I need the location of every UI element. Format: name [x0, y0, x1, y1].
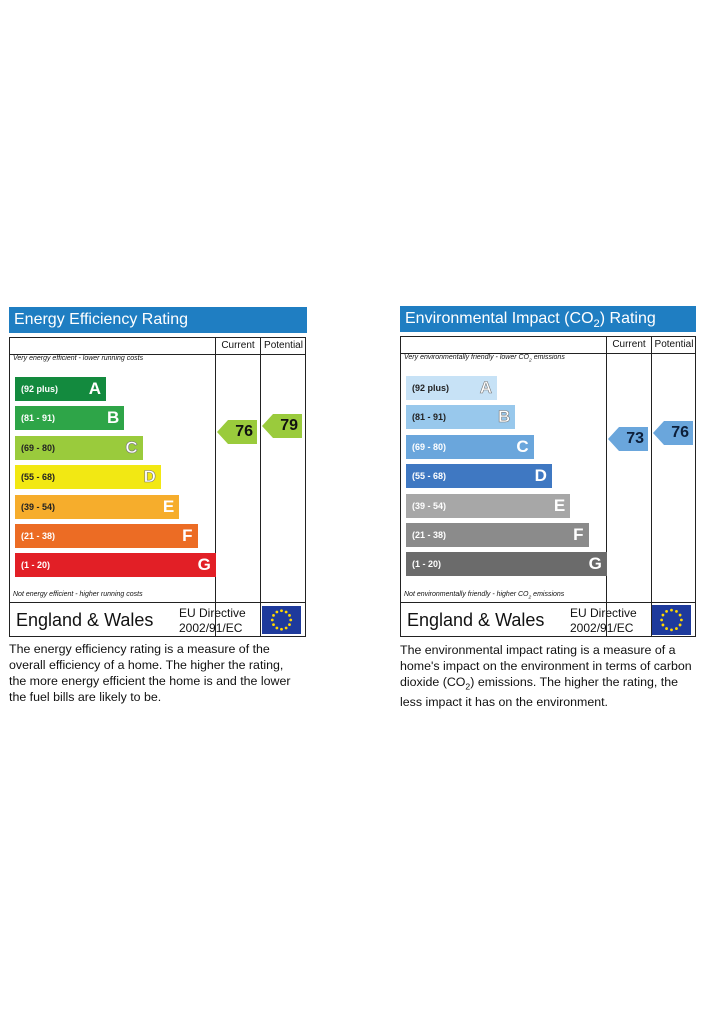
- potential-column-divider: [651, 337, 652, 636]
- current-column-divider: [215, 338, 216, 636]
- band-letter: G: [588, 554, 602, 574]
- eu-flag-icon: [652, 605, 691, 635]
- potential-column-header: Potential: [264, 340, 303, 351]
- band-e: [15, 495, 179, 519]
- energy-chart-box: [9, 337, 306, 637]
- environmental-impact-panel: [400, 306, 700, 710]
- band-range-label: (81 - 91): [412, 412, 447, 423]
- flag-star: [662, 614, 665, 617]
- band-range-label: (55 - 68): [412, 471, 447, 482]
- band-a: [406, 376, 497, 400]
- flag-star: [275, 627, 278, 630]
- potential-rating-arrow: [262, 414, 302, 438]
- eu-flag-icon: [262, 606, 301, 634]
- band-letter: E: [162, 496, 175, 516]
- band-e: [406, 494, 570, 518]
- band-range-label: (55 - 68): [21, 472, 56, 483]
- description-line: home's impact on the environment in terms of carbon: [400, 659, 692, 673]
- band-letter: C: [516, 436, 529, 456]
- impact-panel-title: Environmental Impact $(CO_2)$ Rating: [400, 306, 696, 332]
- current-column-header: Current: [612, 339, 646, 350]
- flag-star: [665, 610, 668, 613]
- current-column-divider: [606, 337, 607, 636]
- band-b: [15, 406, 124, 430]
- flag-star: [285, 627, 288, 630]
- band-letter: F: [182, 526, 193, 545]
- band-letter: D: [143, 467, 156, 487]
- top-note: Very energy efficient - lower running costs: [13, 355, 144, 362]
- band-letter: F: [573, 525, 584, 544]
- energy-panel-title: Energy Efficiency Rating: [9, 307, 307, 333]
- region-label: England & Wales: [407, 610, 545, 630]
- potential-column-divider: [260, 338, 261, 636]
- region-label: England & Wales: [16, 610, 154, 630]
- directive-line-2: 2002/91/EC: [179, 621, 243, 635]
- directive-line-2: 2002/91/EC: [570, 621, 634, 635]
- flag-star: [288, 614, 291, 617]
- band-a: [15, 377, 106, 401]
- band-f: [15, 524, 198, 548]
- band-range-label: (39 - 54): [21, 501, 56, 512]
- description-line: less impact it has on the environment.: [400, 695, 608, 710]
- current-rating-arrow: [217, 420, 257, 444]
- impact-description: [400, 642, 710, 710]
- band-f: [406, 523, 589, 547]
- footer-rule: [401, 602, 695, 603]
- band-range-label: (92 plus): [412, 383, 450, 393]
- band-range-label: (1 - 20): [412, 559, 442, 570]
- band-range-label: (39 - 54): [412, 500, 447, 511]
- flag-star: [675, 627, 678, 630]
- band-range-label: (81 - 91): [21, 413, 56, 424]
- band-range-label: (69 - 80): [412, 441, 447, 452]
- description-line: The energy efficiency rating is a measure of the: [9, 642, 270, 656]
- current-rating-value: 76: [235, 422, 253, 440]
- flag-star: [679, 624, 682, 627]
- band-letter: E: [553, 495, 566, 515]
- impact-chart-box: [400, 336, 696, 637]
- energy-efficiency-panel: [9, 307, 307, 707]
- description-line: The environmental impact rating is a measure of a: [400, 643, 676, 657]
- potential-rating-arrow: [653, 421, 693, 445]
- flag-star: [272, 614, 275, 617]
- flag-star: [665, 627, 668, 630]
- description-line: the more energy efficient the home is and the lower: [9, 674, 291, 688]
- flag-star: [272, 623, 275, 626]
- band-range-label: (92 plus): [21, 384, 59, 394]
- directive-line-1: EU Directive: [570, 606, 637, 620]
- potential-rating-value: 79: [280, 416, 298, 434]
- footer-rule: [10, 602, 305, 603]
- flag-star: [670, 609, 673, 612]
- band-range-label: (69 - 80): [21, 442, 56, 453]
- band-letter: A: [479, 378, 492, 397]
- band-range-label: (21 - 38): [21, 531, 56, 541]
- current-rating-value: 73: [626, 429, 644, 447]
- description-line: overall efficiency of a home. The higher the rating,: [9, 658, 284, 672]
- description-line: dioxide $(CO_2)$ emissions. The higher the rating, the: [400, 675, 679, 692]
- flag-star: [275, 611, 278, 614]
- top-note: Very environmentally friendly - lower $CO_2$ emissions: [404, 354, 565, 364]
- band-letter: B: [107, 408, 120, 428]
- description-line: the fuel bills are likely to be.: [9, 690, 162, 704]
- potential-column-header: Potential: [654, 339, 694, 350]
- flag-star: [675, 610, 678, 613]
- band-range-label: (21 - 38): [412, 530, 447, 540]
- band-b: [406, 405, 515, 429]
- band-g: [15, 553, 216, 577]
- flag-star: [288, 623, 291, 626]
- flag-star: [670, 629, 673, 632]
- flag-star: [285, 611, 288, 614]
- current-rating-arrow: [608, 427, 648, 451]
- band-c: [406, 435, 534, 459]
- band-letter: G: [197, 555, 211, 575]
- band-letter: D: [534, 466, 547, 486]
- flag-star: [289, 619, 292, 622]
- flag-star: [680, 619, 683, 622]
- potential-rating-value: 76: [671, 423, 689, 441]
- directive-line-1: EU Directive: [179, 606, 246, 620]
- flag-star: [271, 619, 274, 622]
- current-column-header: Current: [221, 340, 255, 351]
- band-letter: A: [88, 379, 101, 398]
- flag-star: [280, 628, 283, 631]
- band-g: [406, 552, 607, 576]
- band-d: [406, 464, 552, 488]
- band-d: [15, 465, 161, 489]
- flag-star: [662, 624, 665, 627]
- bottom-note: Not environmentally friendly - higher $CO_2$ emissions: [404, 591, 565, 601]
- band-range-label: (1 - 20): [21, 560, 51, 571]
- band-letter: B: [498, 407, 511, 427]
- bottom-note: Not energy efficient - higher running costs: [13, 591, 143, 598]
- flag-star: [660, 619, 663, 622]
- flag-star: [679, 614, 682, 617]
- flag-star: [280, 609, 283, 612]
- band-c: [15, 436, 143, 460]
- energy-description: [9, 641, 309, 705]
- band-letter: C: [125, 437, 138, 457]
